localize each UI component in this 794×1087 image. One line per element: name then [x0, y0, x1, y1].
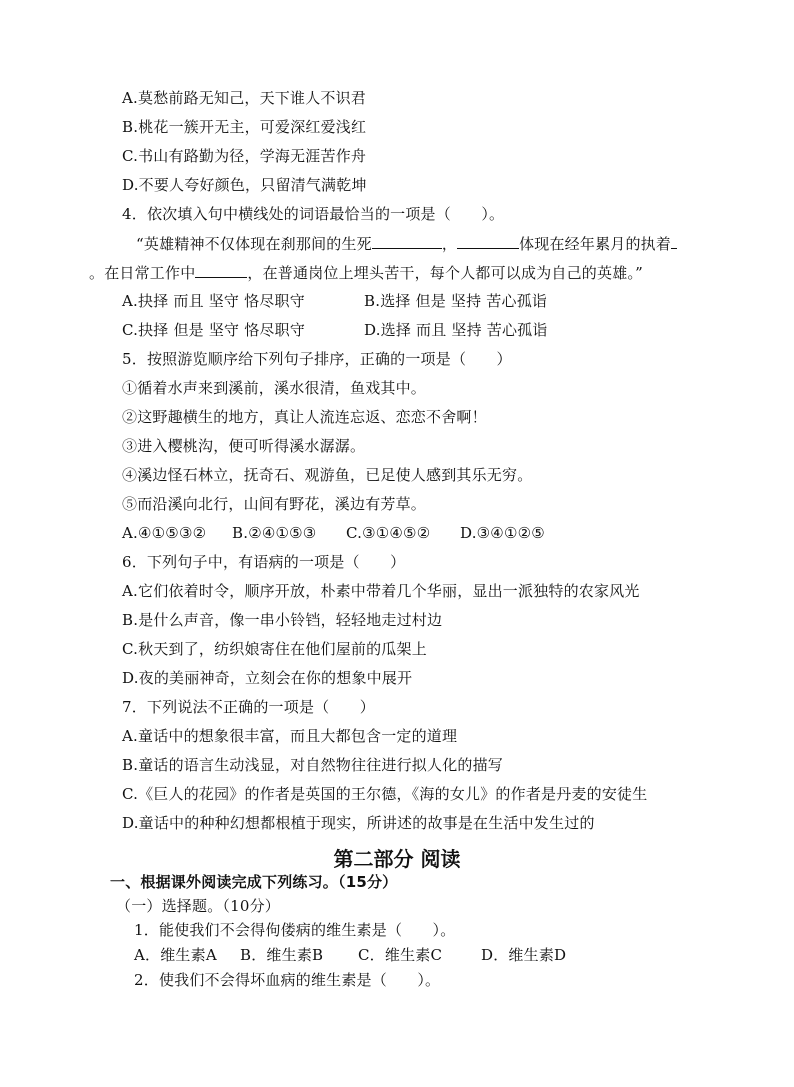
q4-option-d: D.选择 而且 坚持 苦心孤诣: [364, 321, 548, 339]
q7-option-b: B.童话的语言生动浅显，对自然物往往进行拟人化的描写: [122, 756, 503, 774]
part2-q1-option-c: C．维生素C: [358, 946, 443, 964]
q3-option-b: B.桃花一簇开无主，可爱深红爱浅红: [122, 118, 367, 136]
q4-option-b: B.选择 但是 坚持 苦心孤诣: [364, 292, 548, 310]
q4-quote-line1: [136, 234, 677, 253]
q5-sentence-5: ⑤而沿溪向北行，山间有野花，溪边有芳草。: [122, 495, 427, 513]
q3-option-a: A.莫愁前路无知己，天下谁人不识君: [122, 89, 367, 107]
q5-stem: 5．按照游览顺序给下列句子排序，正确的一项是（ ）: [122, 350, 512, 368]
q4-quote-part2: ，: [441, 235, 458, 253]
part2-q2-stem: 2．使我们不会得坏血病的维生素是（ ）。: [134, 971, 441, 989]
q6-option-b: B.是什么声音，像一串小铃铛，轻轻地走过村边: [122, 611, 443, 629]
part2-q1-option-a: A．维生素A: [134, 946, 217, 964]
q6-option-c: C.秋天到了，纺织娘寄住在他们屋前的瓜架上: [122, 640, 427, 658]
q4-blank-2: [457, 234, 519, 249]
q4-quote-line2-start: 。在日常工作中: [89, 264, 196, 282]
q5-sentence-2: ②这野趣横生的地方，真让人流连忘返、恋恋不舍啊！: [122, 408, 487, 426]
part2-sub1-heading: （一）选择题。（10分）: [116, 897, 280, 915]
q6-option-a: A.它们依着时令，顺序开放，朴素中带着几个华丽，显出一派独特的农家风光: [122, 582, 640, 600]
q5-sentence-4: ④溪边怪石林立，抚奇石、观游鱼，已足使人感到其乐无穷。: [122, 466, 533, 484]
part2-q1-stem: 1．能使我们不会得佝偻病的维生素是（ ）。: [134, 921, 456, 939]
q7-option-a: A.童话中的想象很丰富，而且大都包含一定的道理: [122, 727, 458, 745]
q5-option-b: B.②④①⑤③: [232, 524, 317, 542]
q3-option-d: D.不要人夸好颜色，只留清气满乾坤: [122, 176, 367, 194]
q7-option-d: D.童话中的种种幻想都根植于现实，所讲述的故事是在生活中发生过的: [122, 814, 595, 832]
q4-stem: 4．依次填入句中横线处的词语最恰当的一项是（ ）。: [122, 205, 505, 223]
q4-option-a: A.抉择 而且 坚守 恪尽职守: [122, 292, 305, 310]
q5-option-a: A.④①⑤③②: [122, 524, 207, 542]
part2-section1-heading: 一、根据课外阅读完成下列练习。（15分）: [110, 873, 398, 891]
q4-option-c: C.抉择 但是 坚守 恪尽职守: [122, 321, 306, 339]
q6-option-d: D.夜的美丽神奇，立刻会在你的想象中展开: [122, 669, 413, 687]
q7-stem: 7．下列说法不正确的一项是（ ）: [122, 698, 375, 716]
q4-quote-part1: “英雄精神不仅体现在刹那间的生死: [136, 235, 372, 253]
q4-quote-part3: 体现在经年累月的执着: [519, 235, 672, 253]
q4-quote-line2-end: ，在普通岗位上埋头苦干，每个人都可以成为自己的英雄。”: [247, 264, 643, 282]
part2-q1-option-b: B．维生素B: [240, 946, 324, 964]
q4-blank-1: [372, 234, 442, 249]
q5-option-d: D.③④①②⑤: [460, 524, 545, 542]
q4-blank-4: [195, 263, 247, 278]
q6-stem: 6．下列句子中，有语病的一项是（ ）: [122, 553, 406, 571]
q5-option-c: C.③①④⑤②: [346, 524, 431, 542]
q5-sentence-3: ③进入樱桃沟，便可听得溪水潺潺。: [122, 437, 366, 455]
q4-quote-line2: [89, 263, 643, 282]
part2-title: 第二部分 阅读: [333, 847, 461, 871]
part2-q1-option-d: D．维生素D: [481, 946, 567, 964]
q7-option-c: C.《巨人的花园》的作者是英国的王尔德，《海的女儿》的作者是丹麦的安徒生: [122, 785, 648, 803]
q3-option-c: C.书山有路勤为径，学海无涯苦作舟: [122, 147, 367, 165]
q5-sentence-1: ①循着水声来到溪前，溪水很清，鱼戏其中。: [122, 379, 427, 397]
q4-blank-3: [671, 234, 677, 249]
